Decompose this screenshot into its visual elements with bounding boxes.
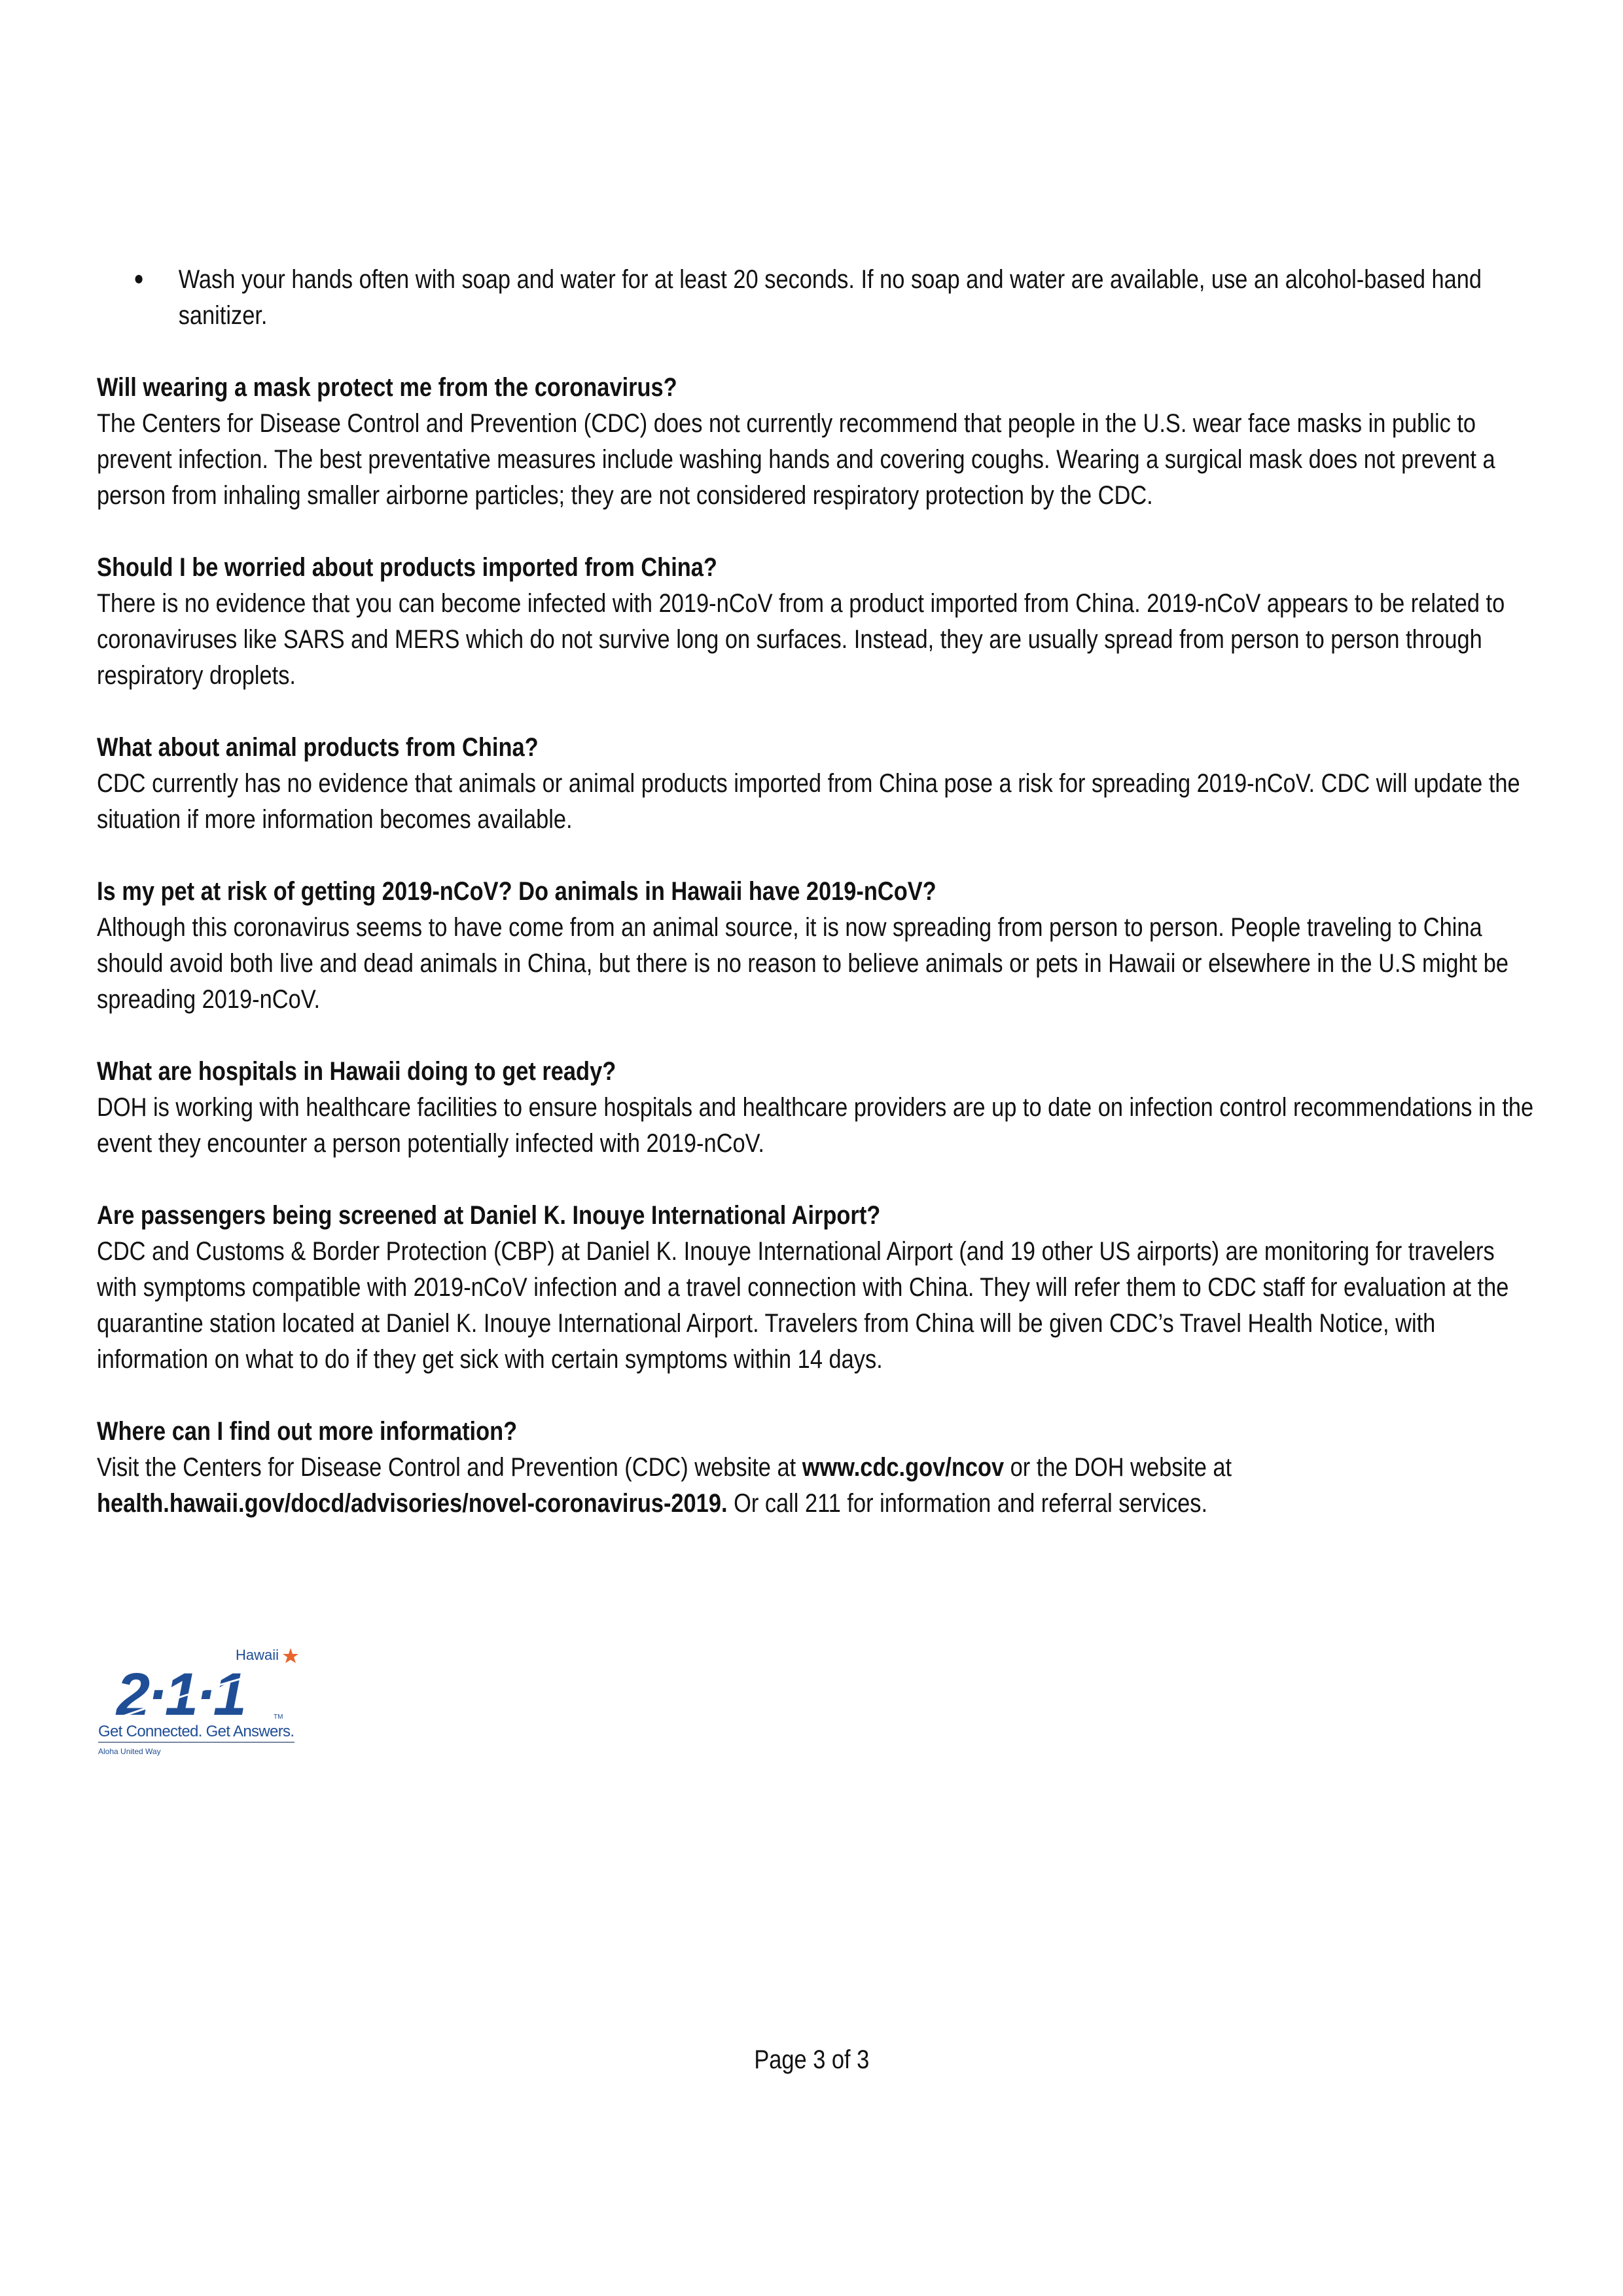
faq-question: Are passengers being screened at Daniel K. Inouye International Airport? [97,1201,881,1230]
more-info-text: or the DOH website at [1004,1453,1232,1482]
faq-section [97,874,1538,1018]
page-footer [0,2045,1623,2075]
hawaii-211-logo [97,1643,300,1774]
faq-answer: CDC currently has no evidence that animals or animal products imported from China pose a risk for spreading 2019-nCoV. CDC will update the situation if more information becomes available. [97,769,1520,834]
faq-question: What about animal products from China? [97,733,539,762]
logo-tagline: Get Connected. Get Answers. [98,1723,294,1740]
more-info-text: Visit the Centers for Disease Control and Prevention (CDC) website at [97,1453,802,1482]
faq-section [97,550,1538,694]
faq-answer: Although this coronavirus seems to have come from an animal source, it is now spreading from person to person. People traveling to China should avoid both live and dead animals in China, but there is no reason to believe animals or pets in Hawaii or elsewhere in the U.S might be spreading 2019-nCoV. [97,913,1508,1014]
faq-section [97,370,1538,514]
document-body [97,262,1537,1558]
star-icon [283,1648,298,1663]
faq-answer: There is no evidence that you can become infected with 2019-nCoV from a product imported from China. 2019-nCoV appears to be related to coronaviruses like SARS and MERS which do not survive long on surfaces. Instead, they are usually spread from person to person through respiratory droplets. [97,589,1505,690]
logo-tm: TM [274,1713,283,1721]
faq-answer: DOH is working with healthcare facilities to ensure hospitals and healthcare providers are up to date on infection control recommendations in the event they encounter a person potentially infected with 2019-nCoV. [97,1093,1534,1158]
cdc-website-link[interactable]: www.cdc.gov/ncov [802,1453,1005,1482]
faq-section [97,730,1538,838]
faq-question: Will wearing a mask protect me from the coronavirus? [97,373,677,402]
bullet-item [97,262,1538,334]
logo-divider [98,1742,294,1743]
bullet-icon [135,275,142,283]
faq-section [97,1054,1538,1162]
faq-question: Should I be worried about products imported from China? [97,553,717,582]
faq-question: What are hospitals in Hawaii doing to get ready? [97,1057,616,1086]
logo-number: 2·1·1 [116,1661,244,1728]
logo-graphic [97,1643,300,1774]
bullet-text: Wash your hands often with soap and water for at least 20 seconds. If no soap and water are available, use an alcohol-based hand sanitizer. [178,265,1482,330]
faq-question: Where can I find out more information? [97,1417,518,1446]
logo-region: Hawaii [236,1647,279,1663]
logo-org: Aloha United Way [98,1747,161,1756]
page-number: Page 3 of 3 [754,2045,869,2074]
faq-answer [97,1450,1538,1522]
doh-website-link[interactable]: health.hawaii.gov/docd/advisories/novel-coronavirus-2019. [97,1489,728,1518]
faq-question: Is my pet at risk of getting 2019-nCoV? Do animals in Hawaii have 2019-nCoV? [97,877,936,906]
faq-answer: CDC and Customs & Border Protection (CBP) at Daniel K. Inouye International Airport (and 19 other US airports) are monitoring for travelers with symptoms compatible with 2019-nCoV infection and a travel connection with China. They will refer them to CDC staff for evaluation at the quarantine station located at Daniel K. Inouye International Airport. Travelers from China will be given CDC’s Travel Health Notice, with information on what to do if they get sick with certain symptoms within 14 days. [97,1237,1509,1374]
more-info-section [97,1414,1538,1522]
more-info-text: Or call 211 for information and referral services. [727,1489,1208,1518]
faq-answer: The Centers for Disease Control and Prevention (CDC) does not currently recommend that people in the U.S. wear face masks in public to prevent infection. The best preventative measures include washing hands and covering coughs. Wearing a surgical mask does not prevent a person from inhaling smaller airborne particles; they are not considered respiratory protection by the CDC. [97,409,1495,510]
faq-section [97,1198,1538,1378]
